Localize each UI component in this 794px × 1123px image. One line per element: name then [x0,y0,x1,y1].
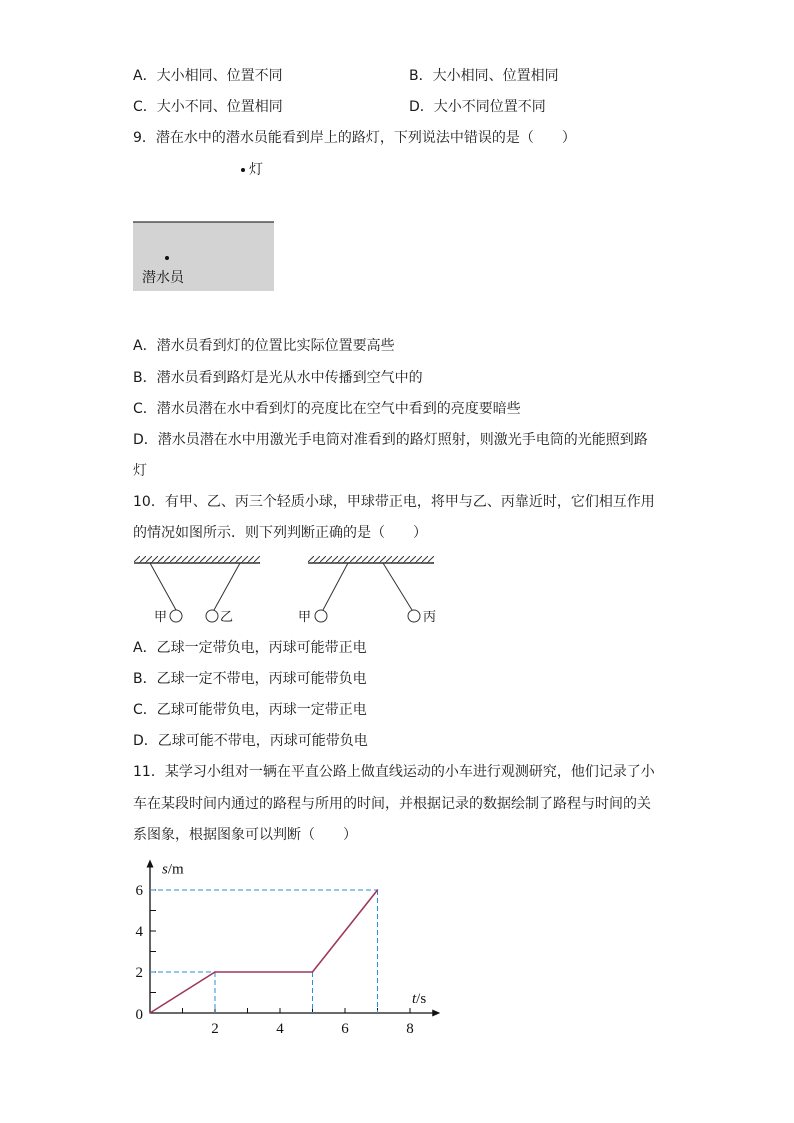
data-point [312,971,314,973]
q9-figure [128,150,288,300]
distance-time-chart [130,850,440,1045]
thread-bing [383,563,412,610]
x-axis-label: t/s [412,991,427,1007]
label-bing: 丙 [423,610,437,625]
ball-yi [206,610,218,622]
x-tick-label: 2 [211,1021,219,1037]
series-line [150,890,378,1013]
data-point [377,889,379,891]
q8-option-b: B．大小相同、位置相同 [409,68,559,84]
label-jia-left: 甲 [154,610,168,625]
data-point [149,1012,151,1014]
diver-label: 潜水员 [142,270,184,286]
x-axis-arrow [432,1010,440,1017]
ceiling-left-hatch [134,556,260,563]
q10-stem-line1: 10．有甲、乙、丙三个轻质小球，甲球带正电，将甲与乙、丙靠近时，它们相互作用 [133,494,655,510]
x-tick-label: 8 [406,1021,414,1037]
q8-option-c: C．大小不同、位置相同 [133,99,283,115]
q9-option-d-line2: 灯 [133,463,147,479]
q11-stem-line2: 车在某段时间内通过的路程与所用的时间，并根据记录的数据绘制了路程与时间的关 [133,796,651,812]
thread-yi [214,563,240,610]
lamp-label: 灯 [249,162,263,178]
ceiling-right-hatch [308,556,434,563]
q9-option-a: A．潜水员看到灯的位置比实际位置要高些 [133,338,395,354]
x-tick-label: 6 [341,1021,349,1037]
data-point [214,971,216,973]
y-tick-label: 2 [135,965,143,981]
diver-dot [165,256,169,260]
q10-option-c: C．乙球可能带负电，丙球一定带正电 [133,702,367,718]
label-jia-right: 甲 [298,610,312,625]
origin-label: 0 [135,1007,143,1023]
y-tick-label: 6 [135,883,143,899]
q10-stem-line2: 的情况如图所示．则下列判断正确的是（ ） [133,525,427,541]
x-tick-label: 4 [276,1021,284,1037]
lamp-dot [241,168,245,172]
q10-option-b: B．乙球一定不带电，丙球可能带负电 [133,671,367,687]
q10-option-a: A．乙球一定带负电，丙球可能带正电 [133,640,367,656]
q9-option-d-line1: D．潜水员潜在水中用激光手电筒对准看到的路灯照射，则激光手电筒的光能照到路 [133,432,648,448]
q9-option-c: C．潜水员潜在水中看到灯的亮度比在空气中看到的亮度要暗些 [133,401,521,417]
q8-option-d: D．大小不同位置不同 [409,99,546,115]
ball-jia-left [170,610,182,622]
ball-jia-right [315,610,327,622]
q8-option-a: A．大小相同、位置不同 [133,68,283,84]
thread-jia-right [323,563,348,610]
y-axis-arrow [147,860,154,868]
q9-stem: 9．潜在水中的潜水员能看到岸上的路灯，下列说法中错误的是（ ） [133,130,576,146]
thread-jia-left [150,563,176,610]
q11-stem-line3: 系图象，根据图象可以判断（ ） [133,827,357,843]
y-axis-label: s/m [162,861,184,878]
y-tick-label: 4 [135,924,143,940]
ball-bing [408,610,420,622]
q10-option-d: D．乙球可能不带电，丙球可能带负电 [133,733,368,749]
q9-option-b: B．潜水员看到路灯是光从水中传播到空气中的 [133,370,423,386]
label-yi: 乙 [220,610,234,625]
q10-figure [128,550,448,630]
q11-stem-line1: 11．某学习小组对一辆在平直公路上做直线运动的小车进行观测研究，他们记录了小 [133,764,655,780]
